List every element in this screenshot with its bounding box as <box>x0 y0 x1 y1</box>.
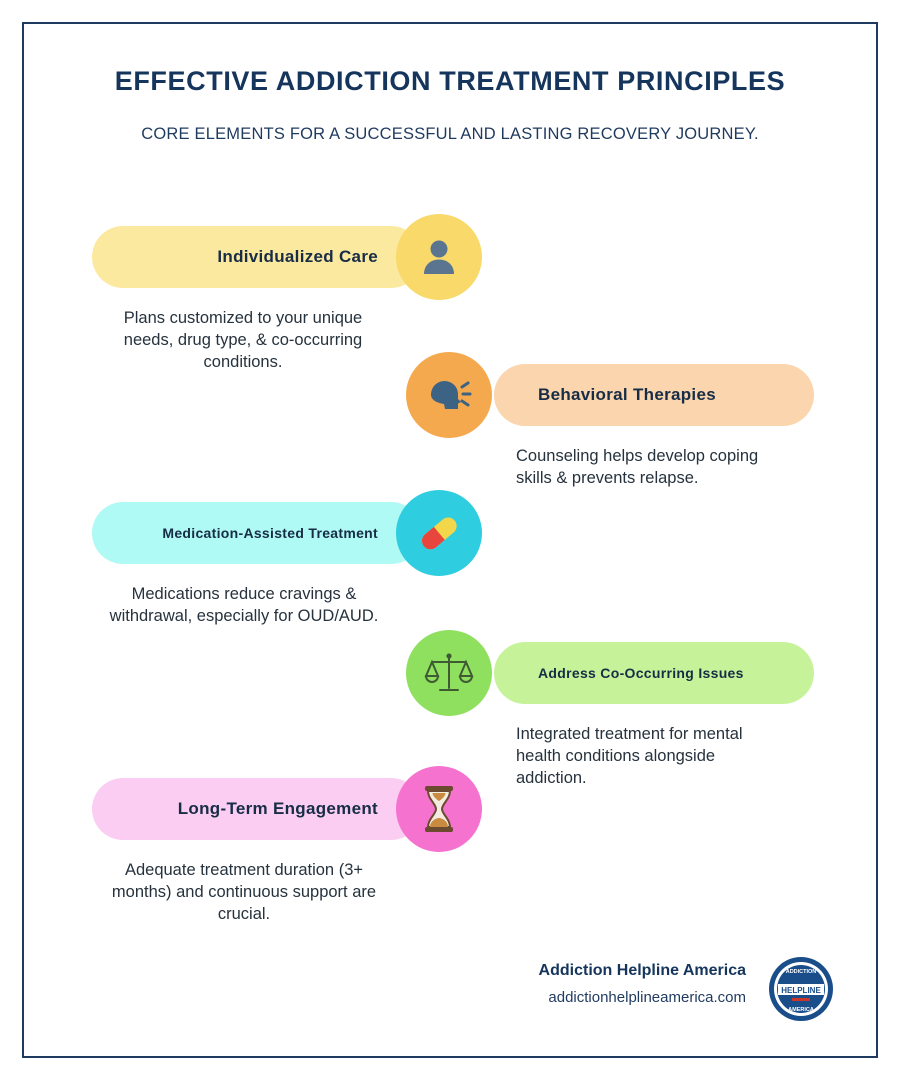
speaking-head-icon <box>425 373 473 417</box>
principle-label: Individualized Care <box>217 247 378 267</box>
principle-icon-circle <box>396 490 482 576</box>
principle-description: Plans customized to your unique needs, drug type, & co-occurring conditions. <box>123 309 363 371</box>
principle-pill[interactable] <box>494 364 814 426</box>
principle-label: Behavioral Therapies <box>538 385 716 405</box>
principles-list <box>24 170 876 923</box>
website-url[interactable]: addictionhelplineamerica.com <box>548 989 746 1006</box>
pill-capsule-icon <box>413 507 465 559</box>
principle-pill[interactable] <box>92 778 422 840</box>
principle-icon-circle <box>396 214 482 300</box>
principle-description: Medications reduce cravings & withdrawal, especially for OUD/AUD. <box>109 585 379 625</box>
hourglass-icon <box>417 783 461 835</box>
badge-top-text: ADDICTION <box>785 969 817 975</box>
badge-bottom-text: AMERICA <box>788 1007 814 1013</box>
infographic-poster <box>22 22 878 1058</box>
brand-name: Addiction Helpline America <box>538 962 746 979</box>
principle-pill[interactable] <box>494 642 814 704</box>
principle-pill[interactable] <box>92 226 422 288</box>
poster-header <box>24 24 876 144</box>
principle-icon-circle <box>406 630 492 716</box>
badge-center-text: HELPLINE <box>781 986 821 995</box>
person-silhouette-icon <box>416 234 462 280</box>
page-title: EFFECTIVE ADDICTION TREATMENT PRINCIPLES <box>114 66 786 96</box>
principle-pill[interactable] <box>92 502 422 564</box>
principle-label: Long-Term Engagement <box>177 799 378 819</box>
principle-icon-circle <box>406 352 492 438</box>
footer-text-block <box>539 962 746 1006</box>
principle-description: Adequate treatment duration (3+ months) and continuous support are crucial. <box>111 861 377 923</box>
helpline-logo-badge <box>768 956 834 1022</box>
principle-label: Medication-Assisted Treatment <box>162 524 378 541</box>
principle-description: Counseling helps develop coping skills & prevents relapse. <box>516 447 759 487</box>
balance-scale-icon <box>423 649 475 697</box>
principle-label: Address Co-Occurring Issues <box>538 664 744 681</box>
principle-description: Integrated treatment for mental health conditions alongside addiction. <box>516 725 743 787</box>
poster-footer <box>24 954 876 1034</box>
principle-icon-circle <box>396 766 482 852</box>
page-subtitle: CORE ELEMENTS FOR A SUCCESSFUL AND LASTING RECOVERY JOURNEY. <box>141 125 759 143</box>
